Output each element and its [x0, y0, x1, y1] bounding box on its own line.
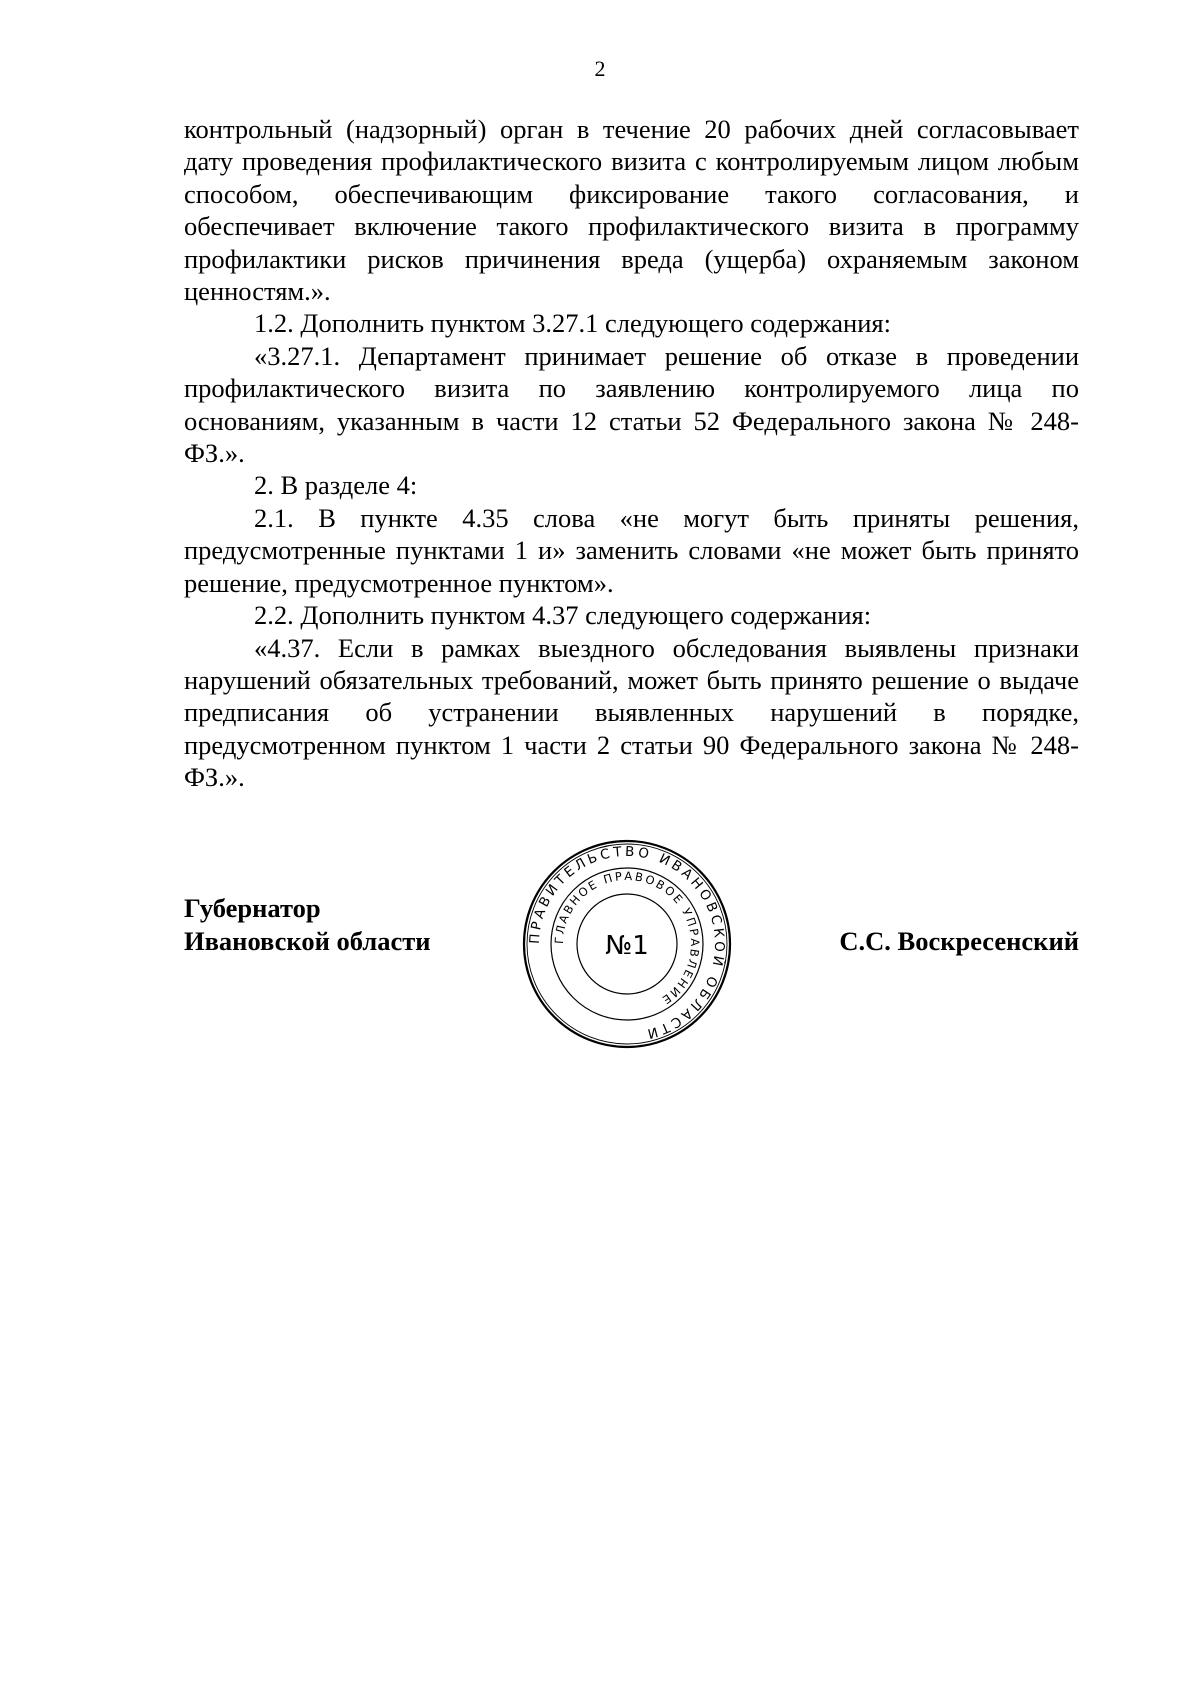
seal-number: №1	[605, 931, 649, 961]
seal-outer-text: ПРАВИТЕЛЬСТВО ИВАНОВСКОЙ ОБЛАСТИ	[526, 843, 728, 1043]
paragraph-section-4: 2. В разделе 4:	[254, 470, 418, 501]
page-number: 2	[594, 56, 606, 81]
signer-title	[184, 892, 431, 958]
paragraph-item-2-2: 2.2. Дополнить пунктом 4.37 следующего содержания:	[254, 600, 872, 631]
paragraph-continuation: контрольный (надзорный) орган в течение 20 рабочих дней согласовывает дату проведения профилактического визита с контролируемым лицом любым способом, обеспечивающим фиксирование такого согласования, и обеспечивает включение такого профилактического визита в программу профилактики рисков причинения вреда (ущерба) охраняемым законом ценностям.».	[184, 114, 1079, 307]
official-seal-stamp	[521, 838, 733, 1050]
paragraph-item-1-2: 1.2. Дополнить пунктом 3.27.1 следующего содержания:	[254, 308, 891, 339]
paragraph-item-4-37: «4.37. Если в рамках выездного обследования выявлены признаки нарушений обязательных требований, может быть принято решение о выдаче предписания об устранении выявленных нарушений в порядке, предусмотренном пунктом 1 части 2 статьи 90 Федерального закона № 248-ФЗ.».	[184, 632, 1079, 793]
signer-title-line-1: Губернатор	[184, 893, 321, 923]
paragraph-item-2-1: 2.1. В пункте 4.35 слова «не могут быть приняты решения, предусмотренные пунктами 1 и» заменить словами «не может быть принято решение, предусмотренное пунктом».	[184, 502, 1079, 598]
seal-inner-text: ГЛАВНОЕ ПРАВОВОЕ УПРАВЛЕНИЕ	[551, 868, 703, 1009]
paragraph-item-3-27-1: «3.27.1. Департамент принимает решение об отказе в проведении профилактического визита по заявлению контролируемого лица по основаниям, указанным в части 12 статьи 52 Федерального закона № 248-ФЗ.».	[184, 340, 1079, 469]
document-body	[184, 113, 1079, 794]
signer-name: С.С. Воскресенский	[839, 926, 1079, 956]
signer-title-line-2: Ивановской области	[184, 926, 431, 956]
